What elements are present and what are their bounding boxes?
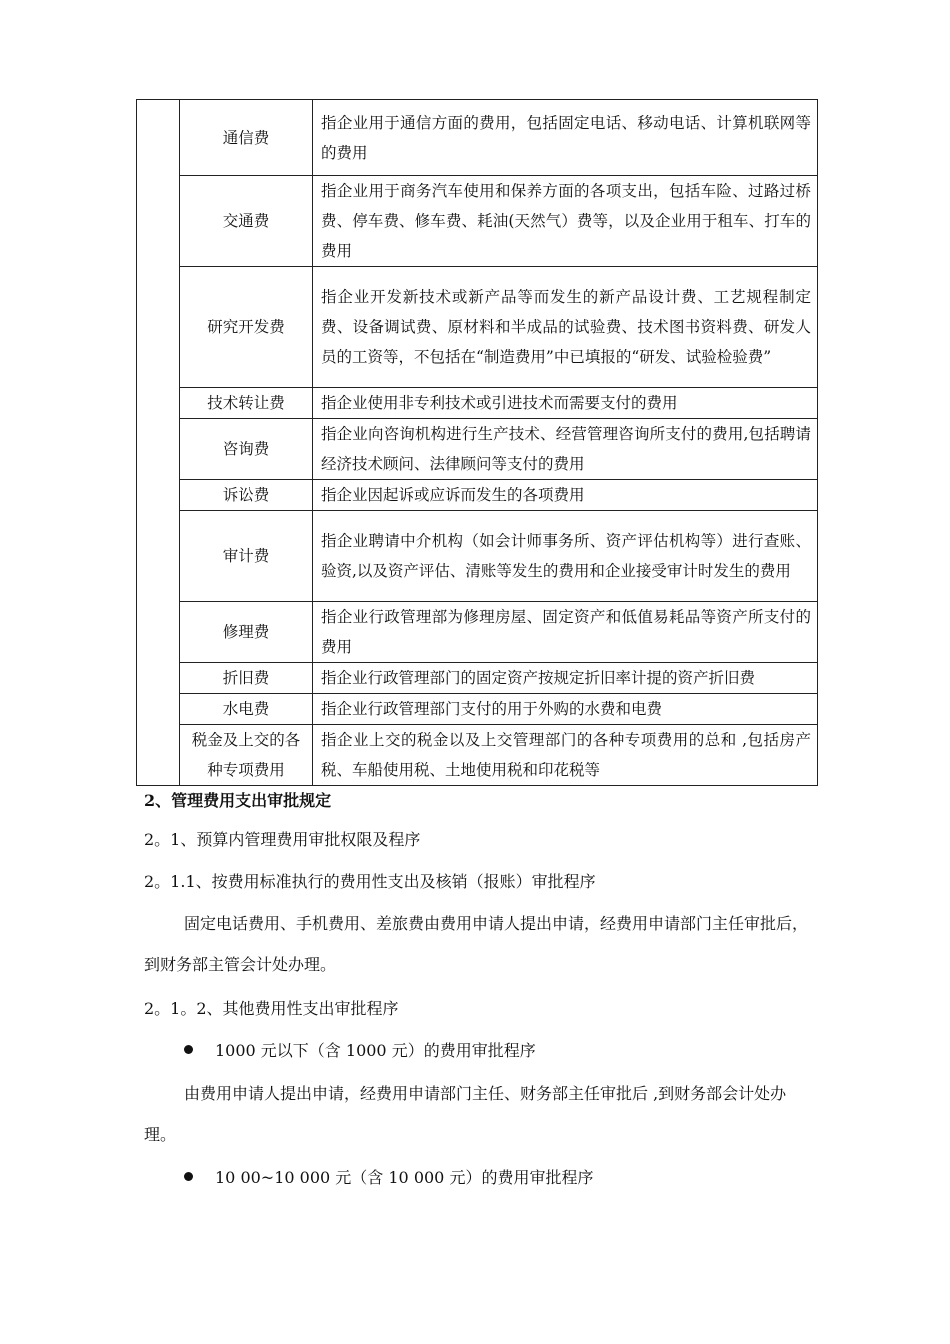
fee-name: 修理费 [180,602,313,663]
bullet-item [184,1030,536,1071]
table-row [137,602,818,663]
fee-name: 咨询费 [180,419,313,480]
fee-desc: 指企业聘请中介机构（如会计师事务所、资产评估机构等）进行查账、验资,以及资产评估、清账等发生的费用和企业接受审计时发生的费用 [313,511,818,602]
fee-name: 技术转让费 [180,388,313,419]
fee-desc: 指企业使用非专利技术或引进技术而需要支付的费用 [313,388,818,419]
subheading-2-1-2: 2。1。2、其他费用性支出审批程序 [144,999,399,1018]
fee-name: 交通费 [180,176,313,267]
paragraph-approval-1000: 由费用申请人提出申请，经费用申请部门主任、财务部主任审批后 ,到财务部会计处办理。 [144,1084,787,1144]
fee-desc: 指企业行政管理部为修理房屋、固定资产和低值易耗品等资产所支付的费用 [313,602,818,663]
fee-desc: 指企业行政管理部门的固定资产按规定折旧率计提的资产折旧费 [313,663,818,694]
subheading-2-1-1: 2。1.1、按费用标准执行的费用性支出及核销（报账）审批程序 [144,872,596,891]
bullet-dot-icon [184,1045,193,1054]
table-row [137,511,818,602]
fee-name: 研究开发费 [180,267,313,388]
paragraph-approval-standard: 固定电话费用、手机费用、差旅费由费用申请人提出申请，经费用申请部门主任审批后，到财务部主管会计处办理。 [144,914,809,974]
fee-desc: 指企业用于商务汽车使用和保养方面的各项支出，包括车险、过路过桥费、停车费、修车费、耗油(天然气）费等，以及企业用于租车、打车的费用 [313,176,818,267]
section-heading: 2、管理费用支出审批规定 [144,791,332,810]
merged-category-cell [137,100,180,786]
table-row [137,419,818,480]
bullet-text: 1000 元以下（含 1000 元）的费用审批程序 [215,1041,536,1060]
fee-name: 水电费 [180,694,313,725]
subheading-2-1: 2。1、预算内管理费用审批权限及程序 [144,830,421,849]
fee-desc: 指企业上交的税金以及上交管理部门的各种专项费用的总和 ,包括房产税、车船使用税、土地使用税和印花税等 [313,725,818,786]
table-row [137,176,818,267]
table-row [137,694,818,725]
table-row [137,388,818,419]
table-row [137,267,818,388]
fee-desc: 指企业用于通信方面的费用，包括固定电话、移动电话、计算机联网等的费用 [313,100,818,176]
bullet-item [184,1157,593,1198]
fee-name: 税金及上交的各种专项费用 [180,725,313,786]
expense-table [136,99,818,786]
fee-name: 通信费 [180,100,313,176]
fee-name: 诉讼费 [180,480,313,511]
table-row [137,100,818,176]
fee-desc: 指企业行政管理部门支付的用于外购的水费和电费 [313,694,818,725]
table-row [137,663,818,694]
fee-desc: 指企业开发新技术或新产品等而发生的新产品设计费、工艺规程制定费、设备调试费、原材料和半成品的试验费、技术图书资料费、研发人员的工资等，不包括在“制造费用”中已填报的“研发、试验检验费” [313,267,818,388]
fee-name: 审计费 [180,511,313,602]
table-row [137,480,818,511]
fee-desc: 指企业因起诉或应诉而发生的各项费用 [313,480,818,511]
table-row [137,725,818,786]
bullet-text: 10 00~10 000 元（含 10 000 元）的费用审批程序 [215,1168,594,1187]
fee-desc: 指企业向咨询机构进行生产技术、经营管理咨询所支付的费用,包括聘请经济技术顾问、法律顾问等支付的费用 [313,419,818,480]
bullet-dot-icon [184,1172,193,1181]
fee-name: 折旧费 [180,663,313,694]
